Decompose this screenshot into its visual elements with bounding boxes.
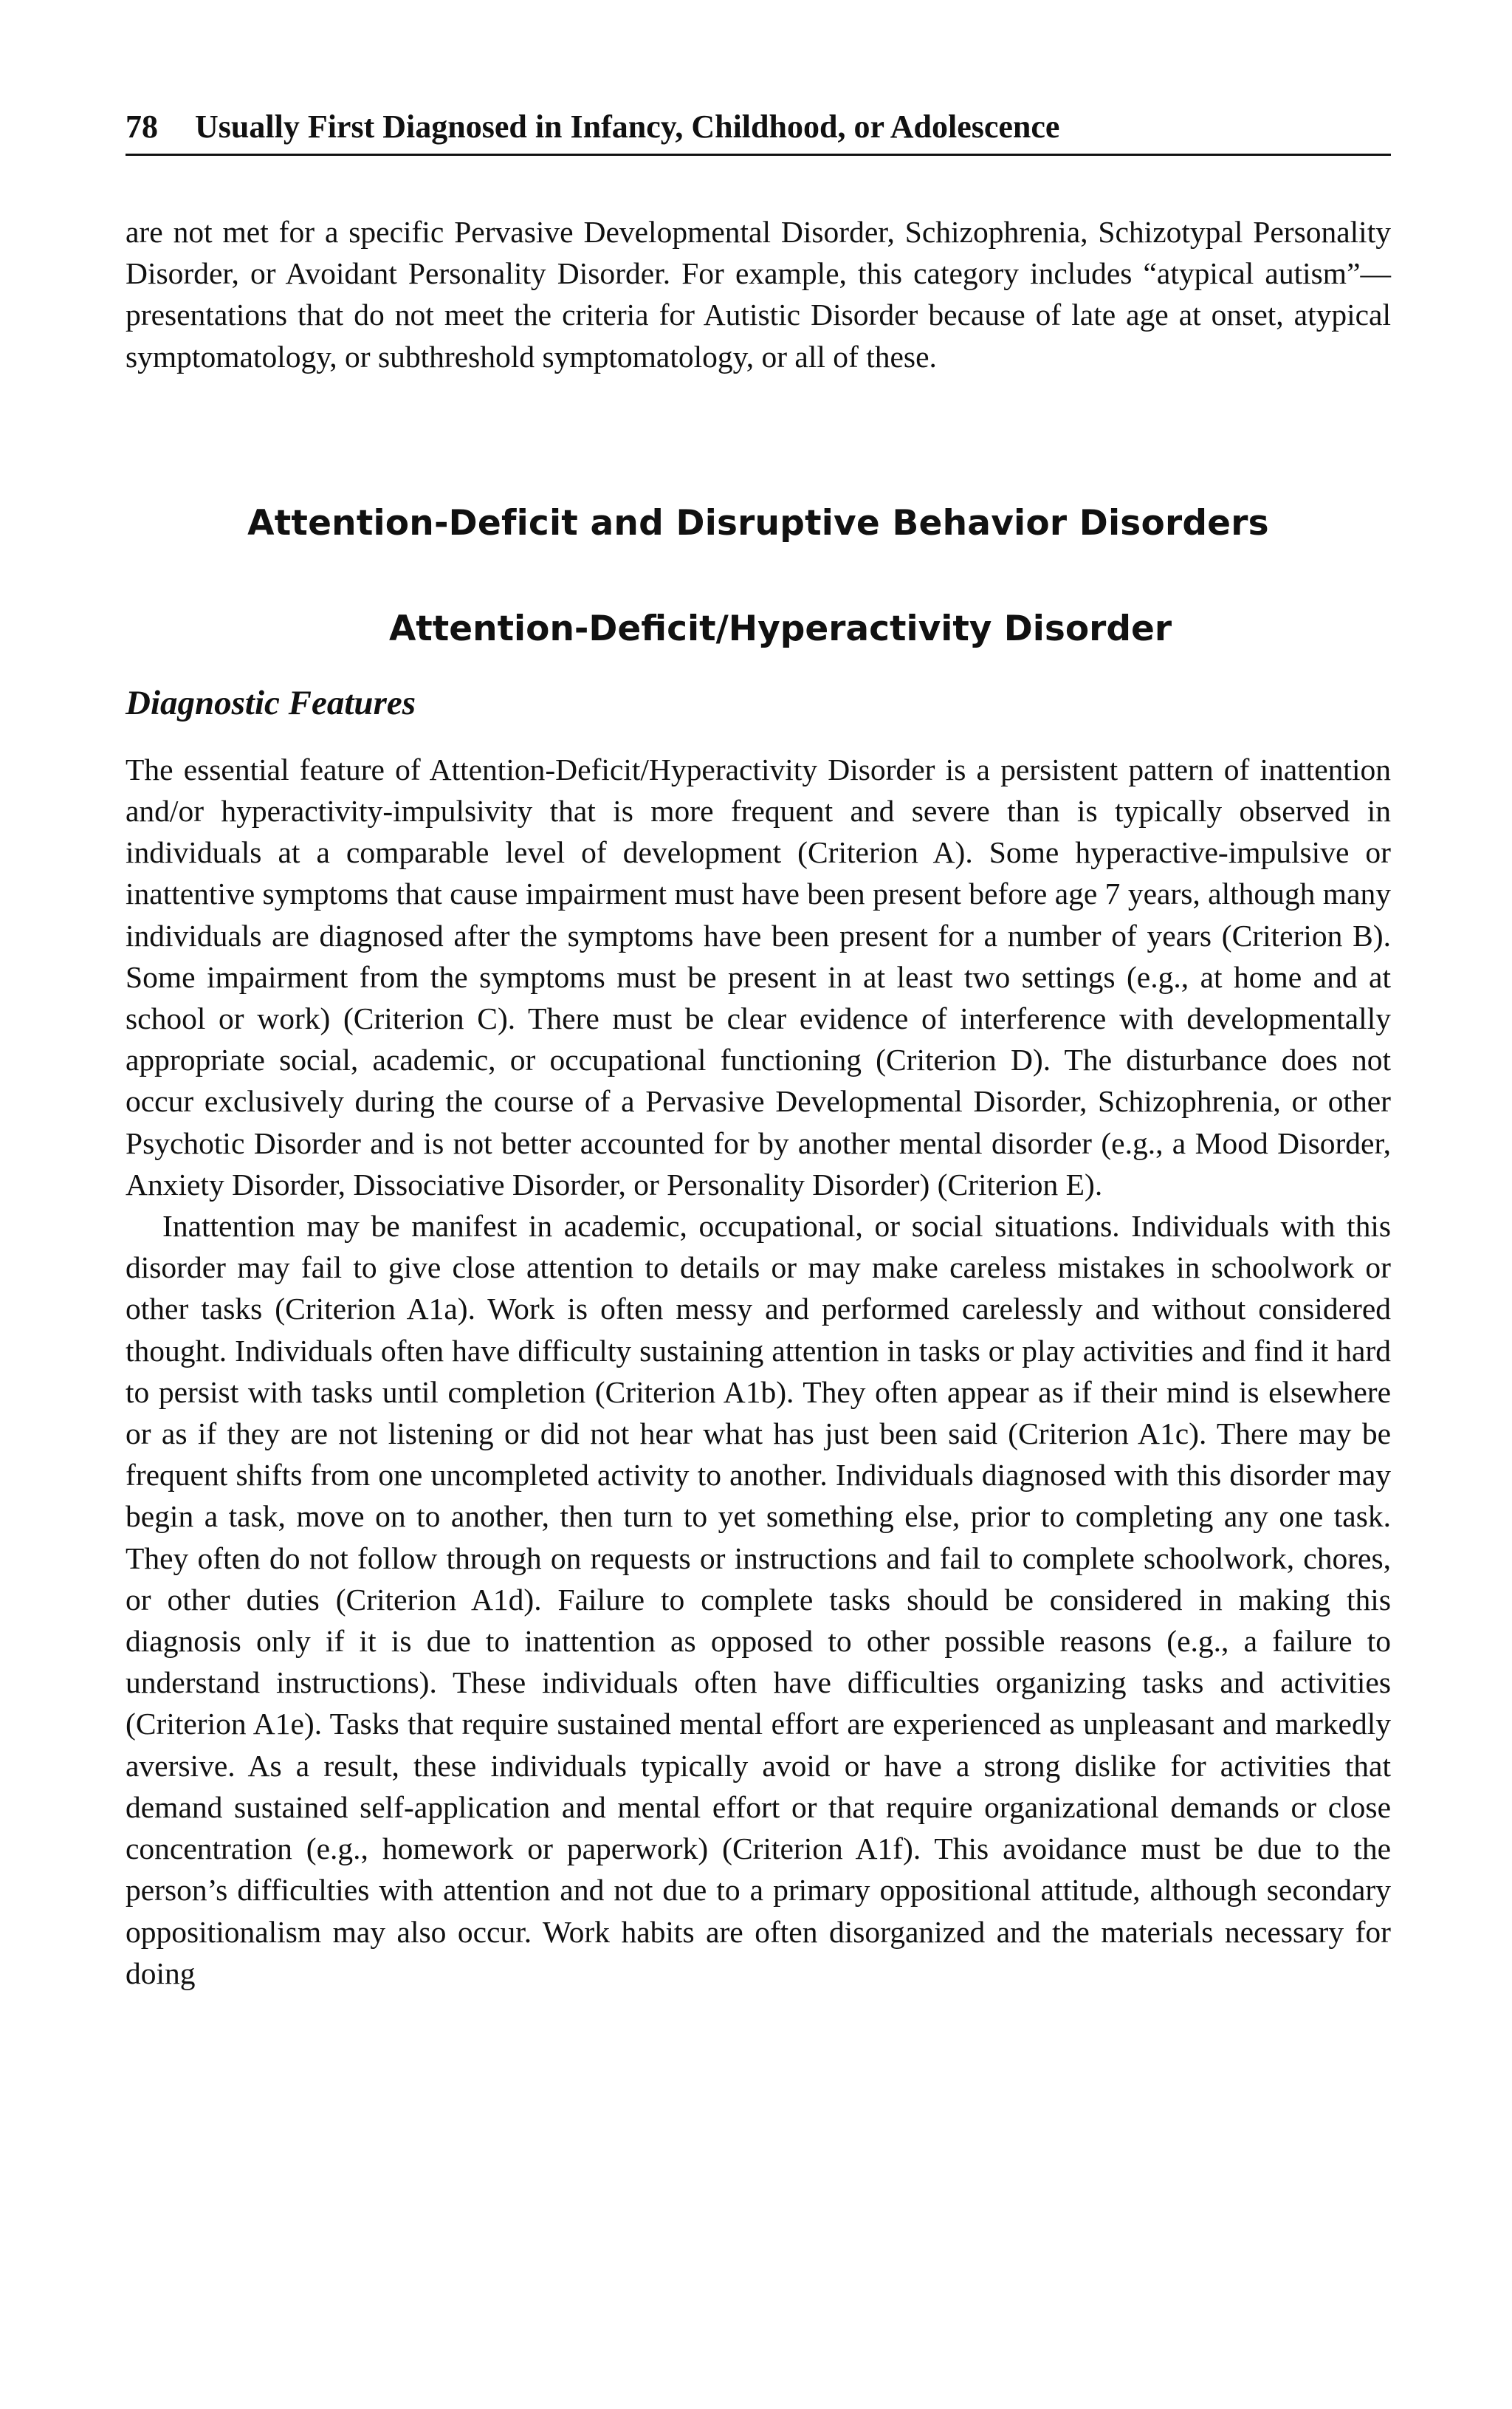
subsection-title: Attention-Deficit/Hyperactivity Disorder — [388, 608, 1172, 649]
page-number: 78 — [126, 109, 158, 145]
features-heading: Diagnostic Features — [126, 683, 416, 722]
body-paragraph-1: The essential feature of Attention-Deficit/Hyperactivity Disorder is a persistent pattern of inattention and/or hyperactivity-impulsivity that is more frequent and severe than is typically observed in individuals at a comparable level of development (Criterion A). Some hyperactive-impulsive or inattentive symptoms that cause impairment must have been present before age 7 years, although many individuals are diagnosed after the symptoms have been present for a number of years (Criterion B). Some impairment from the symptoms must be present in at least two settings (e.g., at home and at school or work) (Criterion C). There must be clear evidence of interference with developmentally appropriate social, academic, or occupational functioning (Criterion D). The disturbance does not occur exclusively during the course of a Pervasive Developmental Disorder, Schizophrenia, or other Psychotic Disorder and is not better accounted for by another mental disorder (e.g., a Mood Disorder, Anxiety Disorder, Dissociative Disorder, or Personality Disorder) (Criterion E). — [126, 752, 1391, 1202]
intro-paragraph: are not met for a specific Pervasive Developmental Disorder, Schizophrenia, Schizotypal Personality Disorder, or Avoidant Personality Disorder. For example, this category includes “atypical autism”—presentations that do not meet the criteria for Autistic Disorder because of late age at onset, atypical symptomatology, or subthreshold symptomatology, or all of these. — [126, 215, 1391, 374]
body-paragraph-2: Inattention may be manifest in academic, occupational, or social situations. Individuals with this disorder may fail to give close attention to details or may make careless mistakes in schoolwork or other tasks (Criterion A1a). Work is often messy and performed carelessly and without considered thought. Individuals often have difficulty sustaining attention in tasks or play activities and find it hard to persist with tasks until completion (Criterion A1b). They often appear as if their mind is elsewhere or as if they are not listening or did not hear what has just been said (Criterion A1c). There may be frequent shifts from one uncompleted activity to another. Individuals diagnosed with this disorder may begin a task, move on to another, then turn to yet something else, prior to completing any one task. They often do not follow through on requests or instructions and fail to complete schoolwork, chores, or other duties (Criterion A1d). Failure to complete tasks should be considered in making this diagnosis only if it is due to inattention as opposed to other possible reasons (e.g., a failure to understand instructions). These individuals often have difficulties organizing tasks and activities (Criterion A1e). Tasks that require sustained mental effort are experienced as unpleasant and markedly aversive. As a result, these individuals typically avoid or have a strong dislike for activities that demand sustained self-application and mental effort or that require organizational demands or close concentration (e.g., homework or paperwork) (Criterion A1f). This avoidance must be due to the person’s difficulties with attention and not due to a primary oppositional attitude, although secondary oppositionalism may also occur. Work habits are often disorganized and the materials necessary for doing — [126, 1209, 1391, 1990]
document-page — [126, 111, 1391, 1994]
running-title: Usually First Diagnosed in Infancy, Childhood, or Adolescence — [195, 109, 1060, 145]
running-header — [126, 111, 1391, 156]
section-title: Attention-Deficit and Disruptive Behavior Disorders — [247, 502, 1269, 544]
